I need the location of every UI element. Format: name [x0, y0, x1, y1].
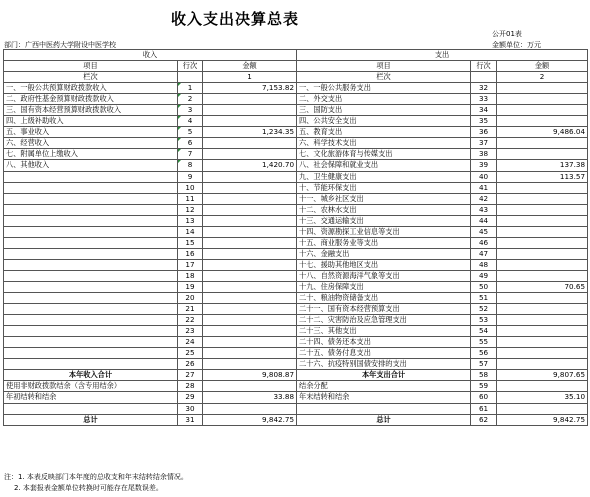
income-amount-cell: [203, 149, 297, 160]
expense-item-cell: 四、公共安全支出: [297, 116, 471, 127]
expense-amount-cell: 9,486.04: [497, 127, 588, 138]
income-amount-cell: [203, 270, 297, 281]
income-item-cell: 四、上级补助收入: [4, 116, 178, 127]
expense-item-cell: 十四、资源勘探工业信息等支出: [297, 226, 471, 237]
expense-amount-cell: [497, 270, 588, 281]
expense-line-cell: 42: [471, 193, 497, 204]
expense-item-cell: 七、文化旅游体育与传媒支出: [297, 149, 471, 160]
income-col-number: 1: [203, 72, 297, 83]
income-amount-cell: [203, 204, 297, 215]
income-amount-cell: [203, 138, 297, 149]
income-line-cell: 13: [178, 215, 203, 226]
income-item-cell: [4, 359, 178, 370]
expense-amount-cell: [497, 105, 588, 116]
expense-line-cell: 35: [471, 116, 497, 127]
income-amount-cell: [203, 315, 297, 326]
table-row: [4, 226, 588, 237]
blank-right-label: [297, 403, 471, 414]
income-item-cell: [4, 304, 178, 315]
expense-item-cell: 三、国防支出: [297, 105, 471, 116]
blank-left-amount: [203, 403, 297, 414]
expense-line-cell: 32: [471, 83, 497, 94]
income-line-cell: 24: [178, 337, 203, 348]
expense-amount-cell: [497, 348, 588, 359]
income-item-cell: [4, 204, 178, 215]
expense-item-cell: 二十、粮油物资储备支出: [297, 293, 471, 304]
expense-item-cell: 二十六、抗疫特别国债安排的支出: [297, 359, 471, 370]
expense-item-cell: 十二、农林水支出: [297, 204, 471, 215]
grand-total-left-amount: 9,842.75: [203, 414, 297, 425]
blank-right-amount: [497, 403, 588, 414]
income-line-cell: 8: [178, 160, 203, 171]
table-row: [4, 259, 588, 270]
income-amount-cell: [203, 182, 297, 193]
expense-line-cell: 41: [471, 182, 497, 193]
income-amount-cell: [203, 348, 297, 359]
expense-item-cell: 十六、金融支出: [297, 248, 471, 259]
income-line-cell: 20: [178, 293, 203, 304]
income-col-label: 栏次: [4, 72, 178, 83]
nonfiscal-label: 使用非财政拨款结余（含专用结余）: [4, 381, 178, 392]
table-row: [4, 83, 588, 94]
year-expense-label: 本年支出合计: [297, 370, 471, 381]
table-row: [4, 193, 588, 204]
income-amount-cell: 7,153.82: [203, 83, 297, 94]
income-item-cell: 六、经营收入: [4, 138, 178, 149]
table-row: [4, 94, 588, 105]
income-amount-header: 金额: [203, 61, 297, 72]
income-amount-cell: [203, 237, 297, 248]
income-line-cell: 1: [178, 83, 203, 94]
income-item-cell: 一、一般公共预算财政拨款收入: [4, 83, 178, 94]
income-item-cell: [4, 281, 178, 292]
income-line-cell: 12: [178, 204, 203, 215]
income-line-cell: 5: [178, 127, 203, 138]
income-amount-cell: 1,420.70: [203, 160, 297, 171]
expense-line-cell: 52: [471, 304, 497, 315]
expense-line-cell: 53: [471, 315, 497, 326]
table-row: [4, 348, 588, 359]
table-row: [4, 149, 588, 160]
expense-item-cell: 二十五、债务付息支出: [297, 348, 471, 359]
income-line-cell: 10: [178, 182, 203, 193]
income-item-cell: [4, 248, 178, 259]
income-amount-cell: 1,234.35: [203, 127, 297, 138]
balance-row: [4, 392, 588, 403]
income-line-cell: 3: [178, 105, 203, 116]
income-amount-cell: [203, 259, 297, 270]
begin-balance-line: 29: [178, 392, 203, 403]
footnotes: [4, 472, 188, 494]
distribution-label: 结余分配: [297, 381, 471, 392]
expense-line-cell: 37: [471, 138, 497, 149]
expense-line-cell: 39: [471, 160, 497, 171]
expense-line-cell: 54: [471, 326, 497, 337]
expense-amount-cell: [497, 204, 588, 215]
income-amount-cell: [203, 293, 297, 304]
income-amount-cell: [203, 171, 297, 182]
expense-item-cell: 五、教育支出: [297, 127, 471, 138]
table-row: [4, 270, 588, 281]
income-line-cell: 14: [178, 226, 203, 237]
expense-line-cell: 51: [471, 293, 497, 304]
form-number: 公开01表: [492, 30, 522, 38]
income-amount-cell: [203, 105, 297, 116]
income-amount-cell: [203, 226, 297, 237]
expense-line-cell: 34: [471, 105, 497, 116]
blank-row: [4, 403, 588, 414]
expense-line-cell: 33: [471, 94, 497, 105]
income-item-header: 项目: [4, 61, 178, 72]
expense-item-cell: 十三、交通运输支出: [297, 215, 471, 226]
section-header-row: [4, 50, 588, 61]
blank-left-line: 30: [178, 403, 203, 414]
income-amount-cell: [203, 193, 297, 204]
expense-amount-cell: 113.57: [497, 171, 588, 182]
expense-section-header: 支出: [297, 50, 588, 61]
income-line-cell: 16: [178, 248, 203, 259]
year-expense-amount: 9,807.65: [497, 370, 588, 381]
income-line-cell: 11: [178, 193, 203, 204]
expense-line-cell: 38: [471, 149, 497, 160]
income-line-cell: 26: [178, 359, 203, 370]
table-row: [4, 359, 588, 370]
expense-amount-cell: [497, 248, 588, 259]
table-row: [4, 171, 588, 182]
expense-item-cell: 十九、住房保障支出: [297, 281, 471, 292]
income-item-cell: 二、政府性基金预算财政拨款收入: [4, 94, 178, 105]
expense-line-cell: 57: [471, 359, 497, 370]
column-index-row: [4, 72, 588, 83]
income-item-cell: [4, 348, 178, 359]
expense-amount-cell: [497, 315, 588, 326]
table-row: [4, 182, 588, 193]
year-expense-line: 58: [471, 370, 497, 381]
expense-amount-cell: [497, 237, 588, 248]
expense-line-cell: 45: [471, 226, 497, 237]
table-row: [4, 116, 588, 127]
expense-line-cell: 56: [471, 348, 497, 359]
income-line-cell: 6: [178, 138, 203, 149]
expense-col-number: 2: [497, 72, 588, 83]
expense-item-cell: 十一、城乡社区支出: [297, 193, 471, 204]
income-amount-cell: [203, 304, 297, 315]
expense-item-cell: 十、节能环保支出: [297, 182, 471, 193]
expense-amount-cell: [497, 337, 588, 348]
expense-item-cell: 二十四、债务还本支出: [297, 337, 471, 348]
accounts-table: [3, 49, 588, 426]
income-item-cell: [4, 270, 178, 281]
table-row: [4, 315, 588, 326]
grand-total-right-amount: 9,842.75: [497, 414, 588, 425]
income-item-cell: [4, 293, 178, 304]
unit-label: 金额单位：万元: [492, 41, 541, 49]
income-item-cell: 五、事业收入: [4, 127, 178, 138]
expense-line-header: 行次: [471, 61, 497, 72]
expense-amount-cell: [497, 359, 588, 370]
expense-amount-cell: [497, 215, 588, 226]
income-item-cell: [4, 337, 178, 348]
income-amount-cell: [203, 215, 297, 226]
income-section-header: 收入: [4, 50, 297, 61]
expense-item-cell: 十七、援助其他地区支出: [297, 259, 471, 270]
grand-total-row: [4, 414, 588, 425]
nonfiscal-amount: [203, 381, 297, 392]
income-line-cell: 2: [178, 94, 203, 105]
income-amount-cell: [203, 248, 297, 259]
income-line-cell: 18: [178, 270, 203, 281]
income-item-cell: [4, 259, 178, 270]
income-amount-cell: [203, 116, 297, 127]
expense-line-cell: 49: [471, 270, 497, 281]
nonfiscal-line: 28: [178, 381, 203, 392]
expense-amount-cell: [497, 193, 588, 204]
income-item-cell: [4, 315, 178, 326]
end-balance-amount: 35.10: [497, 392, 588, 403]
expense-item-cell: 九、卫生健康支出: [297, 171, 471, 182]
grand-total-left-label: 总计: [4, 414, 178, 425]
income-item-cell: 三、国有资本经营预算财政拨款收入: [4, 105, 178, 116]
expense-item-cell: 二、外交支出: [297, 94, 471, 105]
table-row: [4, 160, 588, 171]
end-balance-label: 年末结转和结余: [297, 392, 471, 403]
expense-amount-cell: [497, 304, 588, 315]
begin-balance-label: 年初结转和结余: [4, 392, 178, 403]
expense-item-cell: 十八、自然资源海洋气象等支出: [297, 270, 471, 281]
income-item-cell: [4, 226, 178, 237]
income-amount-cell: [203, 326, 297, 337]
expense-item-cell: 二十二、灾害防治及应急管理支出: [297, 315, 471, 326]
expense-line-cell: 47: [471, 248, 497, 259]
income-item-cell: [4, 326, 178, 337]
expense-amount-cell: [497, 259, 588, 270]
expense-line-cell: 36: [471, 127, 497, 138]
expense-amount-header: 金额: [497, 61, 588, 72]
expense-amount-cell: [497, 94, 588, 105]
begin-balance-amount: 33.88: [203, 392, 297, 403]
income-line-cell: 21: [178, 304, 203, 315]
report-title: 收入支出决算总表: [170, 10, 299, 28]
expense-item-cell: 六、科学技术支出: [297, 138, 471, 149]
expense-item-header: 项目: [297, 61, 471, 72]
year-income-label: 本年收入合计: [4, 370, 178, 381]
table-row: [4, 281, 588, 292]
income-line-cell: 22: [178, 315, 203, 326]
distribution-line: 59: [471, 381, 497, 392]
income-line-cell: 4: [178, 116, 203, 127]
table-row: [4, 105, 588, 116]
table-row: [4, 237, 588, 248]
table-row: [4, 215, 588, 226]
income-line-cell: 17: [178, 259, 203, 270]
expense-line-cell: 40: [471, 171, 497, 182]
table-row: [4, 127, 588, 138]
income-line-cell: 7: [178, 149, 203, 160]
expense-amount-cell: [497, 182, 588, 193]
expense-item-cell: 二十一、国有资本经营预算支出: [297, 304, 471, 315]
expense-amount-cell: [497, 293, 588, 304]
expense-amount-cell: [497, 326, 588, 337]
income-item-cell: [4, 193, 178, 204]
department-label: 部门：广西中医药大学附设中医学校: [4, 41, 116, 49]
income-amount-cell: [203, 337, 297, 348]
expense-line-cell: 46: [471, 237, 497, 248]
income-item-cell: 八、其他收入: [4, 160, 178, 171]
expense-item-cell: 一、一般公共服务支出: [297, 83, 471, 94]
income-amount-cell: [203, 281, 297, 292]
table-row: [4, 337, 588, 348]
year-total-row: [4, 370, 588, 381]
expense-item-cell: 八、社会保障和就业支出: [297, 160, 471, 171]
table-row: [4, 138, 588, 149]
expense-amount-cell: [497, 83, 588, 94]
table-row: [4, 326, 588, 337]
nonfiscal-row: [4, 381, 588, 392]
income-item-cell: [4, 215, 178, 226]
income-amount-cell: [203, 359, 297, 370]
table-row: [4, 204, 588, 215]
income-item-cell: [4, 182, 178, 193]
table-row: [4, 293, 588, 304]
expense-amount-cell: 137.38: [497, 160, 588, 171]
expense-col-blank: [471, 72, 497, 83]
distribution-amount: [497, 381, 588, 392]
income-line-cell: 25: [178, 348, 203, 359]
grand-total-right-label: 总计: [297, 414, 471, 425]
expense-item-cell: 二十三、其他支出: [297, 326, 471, 337]
income-item-cell: [4, 237, 178, 248]
expense-col-label: 栏次: [297, 72, 471, 83]
income-amount-cell: [203, 94, 297, 105]
income-line-cell: 9: [178, 171, 203, 182]
income-line-cell: 23: [178, 326, 203, 337]
footnote-2: 2. 本套报表金额单位转换时可能存在尾数误差。: [14, 484, 163, 492]
end-balance-line: 60: [471, 392, 497, 403]
blank-left-label: [4, 403, 178, 414]
income-item-cell: 七、附属单位上缴收入: [4, 149, 178, 160]
income-line-cell: 15: [178, 237, 203, 248]
expense-line-cell: 55: [471, 337, 497, 348]
income-col-blank: [178, 72, 203, 83]
income-item-cell: [4, 171, 178, 182]
expense-line-cell: 44: [471, 215, 497, 226]
grand-total-right-line: 62: [471, 414, 497, 425]
blank-right-line: 61: [471, 403, 497, 414]
grand-total-left-line: 31: [178, 414, 203, 425]
income-line-cell: 19: [178, 281, 203, 292]
year-income-amount: 9,808.87: [203, 370, 297, 381]
year-income-line: 27: [178, 370, 203, 381]
table-row: [4, 304, 588, 315]
expense-amount-cell: [497, 226, 588, 237]
expense-line-cell: 43: [471, 204, 497, 215]
expense-line-cell: 50: [471, 281, 497, 292]
expense-amount-cell: 70.65: [497, 281, 588, 292]
column-header-row: [4, 61, 588, 72]
income-line-header: 行次: [178, 61, 203, 72]
expense-amount-cell: [497, 138, 588, 149]
table-row: [4, 248, 588, 259]
expense-item-cell: 十五、商业服务业等支出: [297, 237, 471, 248]
expense-line-cell: 48: [471, 259, 497, 270]
expense-amount-cell: [497, 149, 588, 160]
expense-amount-cell: [497, 116, 588, 127]
footnote-1: 注：1. 本表反映部门本年度的总收支和年末结转结余情况。: [4, 473, 188, 481]
